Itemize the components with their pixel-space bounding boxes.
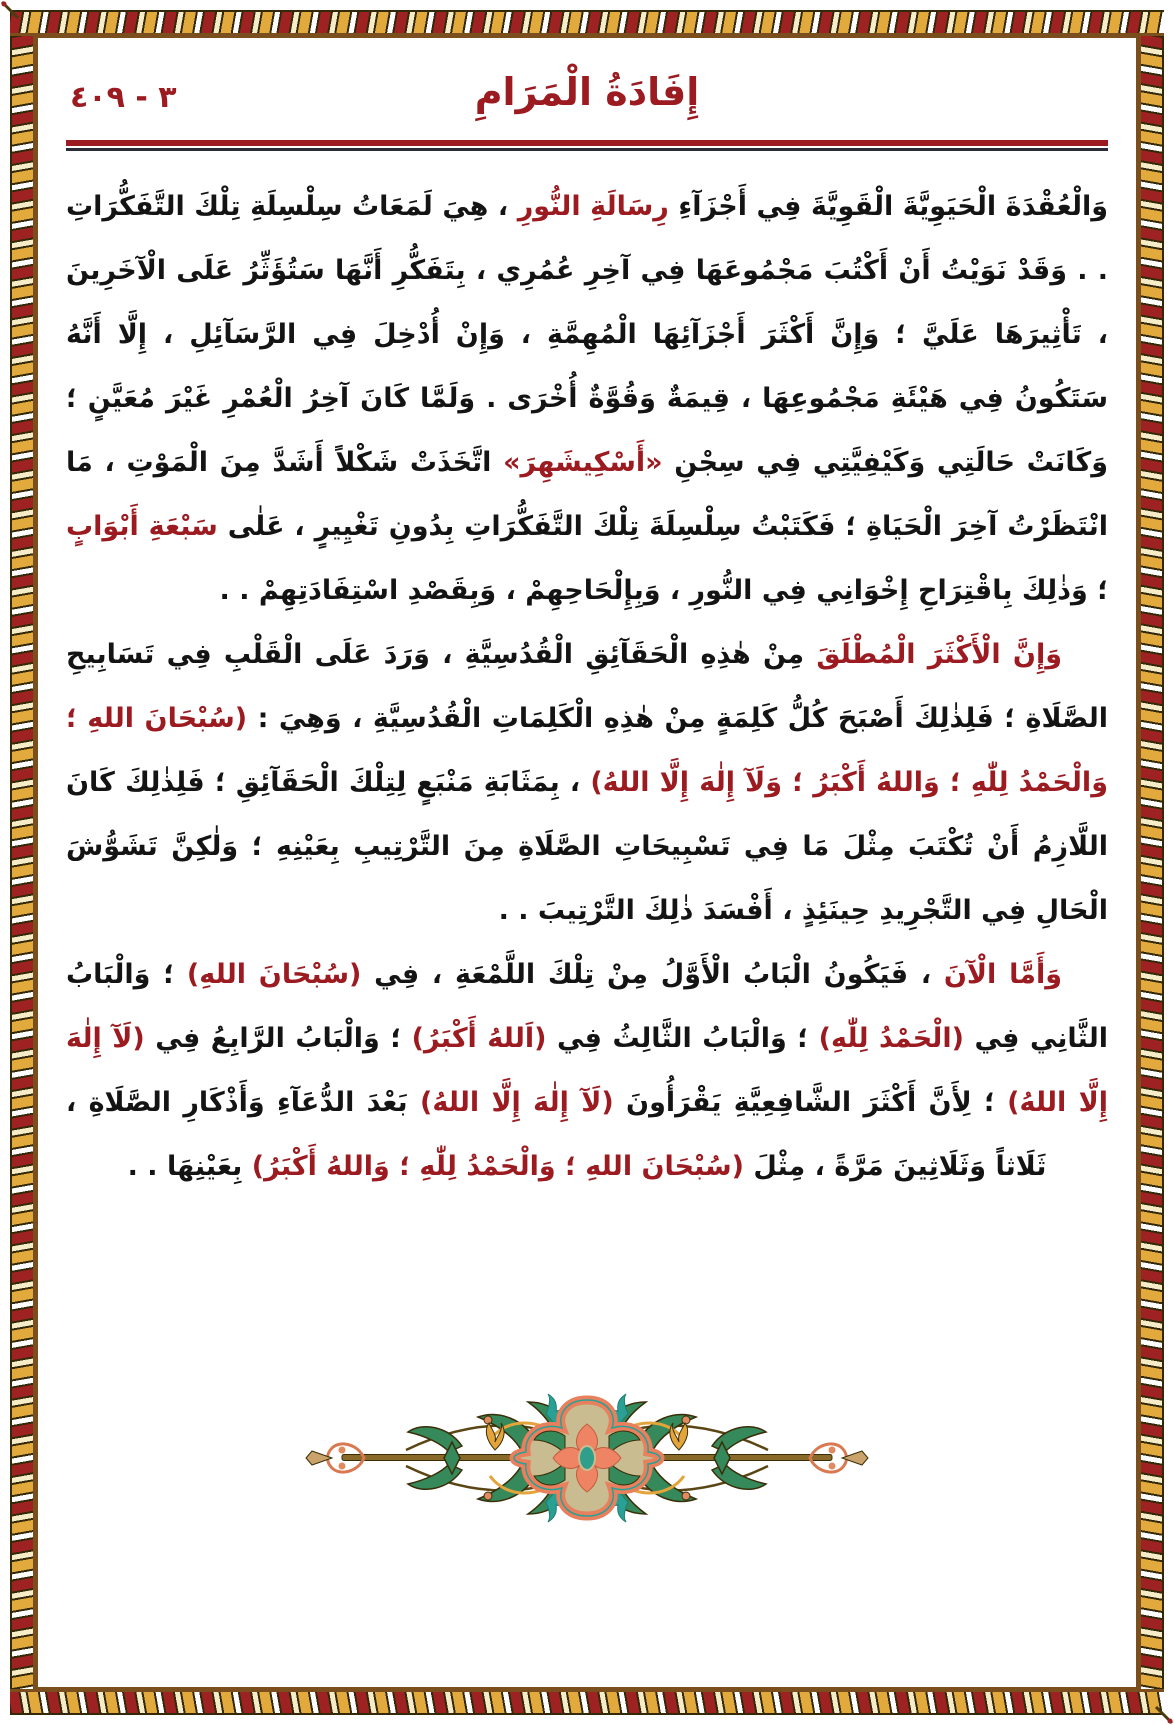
text-run: ؛ وَذٰلِكَ بِاقْتِرَاحِ إِخْوَانِي فِي النُّورِ ، وَبِإِلْحَاحِهِمْ ، وَبِقَصْدِ اسْتِفَادَتِهِمْ . . — [219, 575, 1108, 606]
text-run: اتَّخَذَتْ شَكْلاً أَشَدَّ مِنَ الْمَوْتِ ، مَا انْتَظَرْتُ آخِرَ الْحَيَاةِ ؛ فَكَتَبْتُ سِلْسِلَةَ تِلْكَ التَّفَكُّرَاتِ بِدُونِ تَغْيِيرٍ ، عَلٰى — [66, 447, 1108, 542]
text-run: ، هِيَ لَمَعَاتُ سِلْسِلَةِ تِلْكَ التَّفَكُّرَاتِ . . وَقَدْ نَوَيْتُ أَنْ أَكْتُبَ مَجْمُوعَهَا فِي آخِرِ عُمُرِي ، بِتَفَكُّرِ أَنَّهَا سَتُؤَثِّرُ عَلَى الْآخَرِينَ ، تَأْثِيرَهَا عَلَيَّ ؛ وَإِنَّ أَكْثَرَ أَجْزَآئِهَا الْمُهِمَّةِ ، وَإِنْ أُدْخِلَ فِي الرَّسَآئِلِ ، إِلَّا أَنَّهُ سَتَكُونُ فِي هَيْئَةِ مَجْمُوعِهَا ، قِيمَةٌ وَقُوَّةٌ أُخْرَى . وَلَمَّا كَانَ آخِرُ الْعُمْرِ غَيْرَ مُعَيَّنٍ ؛ وَكَانَتْ حَالَتِي وَكَيْفِيَّتِي فِي سِجْنِ — [66, 191, 1108, 478]
text-run: ، فَيَكُونُ الْبَابُ الْأَوَّلُ مِنْ تِلْكَ اللَّمْعَةِ ، فِي — [361, 959, 944, 990]
header-divider-dark-rule — [66, 148, 1108, 151]
text-run: ؛ وَالْبَابُ الرَّابِعُ فِي — [144, 1023, 412, 1054]
highlighted-phrase: «أَسْكِيشَهِرَ» — [503, 447, 663, 478]
corner-finial-icon — [1154, 1705, 1174, 1725]
text-run: بِعَيْنِهَا . . — [127, 1151, 252, 1182]
highlighted-phrase: (سُبْحَانَ اللهِ) — [186, 959, 362, 990]
text-run: ، بِمَثَابَةِ مَنْبَعٍ لِتِلْكَ الْحَقَآئِقِ ؛ فَلِذٰلِكَ كَانَ اللَّازِمُ أَنْ تُكْتَبَ مِثْلَ مَا فِي تَسْبِيحَاتِ الصَّلَاةِ مِنَ التَّرْتِيبِ بِعَيْنِهِ ؛ وَلٰكِنَّ تَشَوُّشَ الْحَالِ فِي التَّجْرِيدِ حِينَئِذٍ ، أَفْسَدَ ذٰلِكَ التَّرْتِيبَ . . — [66, 767, 1108, 926]
border-frame-top — [10, 10, 1164, 38]
text-run: ؛ لِأَنَّ أَكْثَرَ الشَّافِعِيَّةِ يَقْرَأُونَ — [613, 1087, 1008, 1118]
text-run: ؛ وَالْبَابُ الثَّالِثُ فِي — [546, 1023, 819, 1054]
body-text — [66, 175, 1108, 1199]
highlighted-phrase: (سُبْحَانَ اللهِ ؛ وَالْحَمْدُ لِلّٰهِ ؛ وَاللهُ أَكْبَرُ) — [251, 1151, 745, 1182]
highlighted-phrase: (اَللهُ أَكْبَرُ) — [411, 1023, 547, 1054]
paragraph — [66, 175, 1108, 623]
text-run: وَالْعُقْدَةَ الْحَيَوِيَّةَ الْقَوِيَّةَ فِي أَجْزَآءِ — [668, 191, 1109, 222]
highlighted-phrase: سَبْعَةِ أَبْوَابٍ — [66, 511, 218, 542]
highlighted-phrase: وَأَمَّا الْآنَ — [943, 959, 1062, 990]
text-run: مِنْ هٰذِهِ الْحَقَآئِقِ الْقُدُسِيَّةِ ، وَرَدَ عَلَى الْقَلْبِ فِي تَسَابِيحِ الصَّلَاةِ ؛ فَلِذٰلِكَ أَصْبَحَ كُلُّ كَلِمَةٍ مِنْ هٰذِهِ الْكَلِمَاتِ الْقُدُسِيَّةِ ، وَهِيَ : — [66, 639, 1108, 734]
highlighted-phrase: وَإِنَّ الْأَكْثَرَ الْمُطْلَقَ — [816, 639, 1062, 670]
corner-finial-icon — [0, 0, 20, 20]
text-run: بَعْدَ الدُّعَآءِ وَأَذْكَارِ الصَّلَاةِ ، ثَلَاثاً وَثَلَاثِينَ مَرَّةً ، مِثْلَ — [66, 1087, 1047, 1182]
text-run: ؛ وَالْبَابُ الثَّانِي فِي — [66, 959, 1108, 1054]
header-divider — [66, 140, 1108, 151]
highlighted-phrase: (سُبْحَانَ اللهِ ؛ وَالْحَمْدُ لِلّٰهِ ؛ وَاللهُ أَكْبَرُ ؛ وَلَآ إِلٰهَ إِلَّا اللهُ) — [66, 703, 1108, 798]
page-number: ٣ - ٤٠٩ — [70, 80, 177, 115]
border-frame-bottom — [10, 1687, 1164, 1715]
highlighted-phrase: رِسَالَةِ النُّورِ — [517, 191, 669, 222]
header-divider-red-rule — [66, 140, 1108, 146]
paragraph — [66, 943, 1108, 1199]
border-frame-right — [1136, 36, 1164, 1689]
highlighted-phrase: (لَآ إِلٰهَ إِلَّا اللهُ) — [419, 1087, 614, 1118]
paragraph — [66, 623, 1108, 943]
highlighted-phrase: (لَآ إِلٰهَ إِلَّا اللهُ) — [66, 1023, 1108, 1118]
highlighted-phrase: (الْحَمْدُ لِلّٰهِ) — [818, 1023, 964, 1054]
page-content — [66, 58, 1108, 1199]
page-header — [66, 58, 1108, 136]
border-frame-left — [10, 36, 38, 1689]
page-title: إِفَادَةُ الْمَرَامِ — [474, 70, 700, 114]
floral-divider-ornament-icon — [302, 1390, 872, 1526]
